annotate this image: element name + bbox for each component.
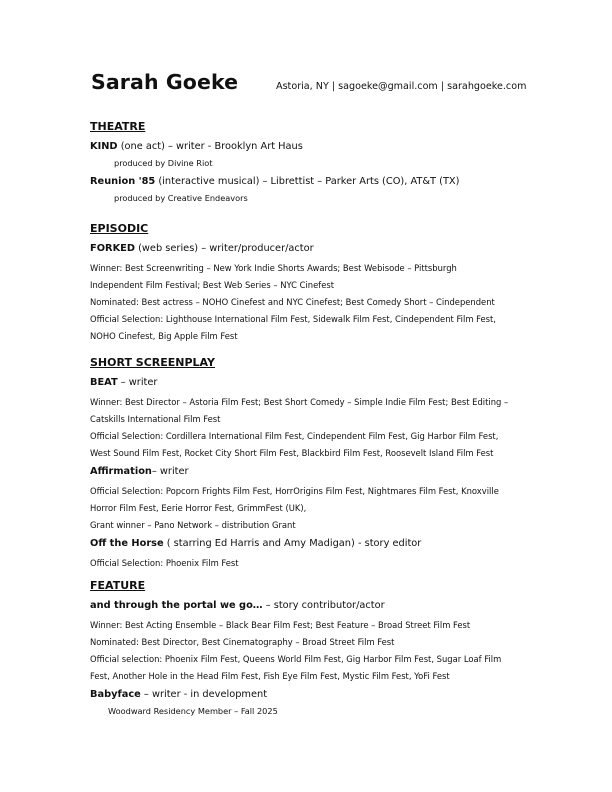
credit-note: produced by Divine Riot xyxy=(114,158,213,168)
credit-detail: Winner: Best Screenwriting – New York Indie Shorts Awards; Best Webisode – Pittsburgh xyxy=(90,263,457,273)
credit-detail: Nominated: Best Director, Best Cinematography – Broad Street Film Fest xyxy=(90,637,395,647)
credit-detail: Official Selection: Popcorn Frights Film Fest, HorrOrigins Film Fest, Nightmares Film Fest, Knoxville xyxy=(90,486,499,496)
credit-title: KIND (one act) – writer - Brooklyn Art Haus xyxy=(90,141,303,152)
credit-detail: Fest, Another Hole in the Head Film Fest, Fish Eye Film Fest, Mystic Film Fest, YoFi Fest xyxy=(90,671,450,681)
credit-detail: Official Selection: Cordillera International Film Fest, Cindependent Film Fest, Gig Harbor Film Fest, xyxy=(90,431,499,441)
credit-detail: Nominated: Best actress – NOHO Cinefest and NYC Cinefest; Best Comedy Short – Cindependent xyxy=(90,297,495,307)
credit-title: and through the portal we go… – story contributor/actor xyxy=(90,600,385,611)
section-heading: EPISODIC xyxy=(90,222,149,235)
credit-detail: Official selection: Phoenix Film Fest, Queens World Film Fest, Gig Harbor Film Fest, Sugar Loaf Film xyxy=(90,654,502,664)
credit-detail: West Sound Film Fest, Rocket City Short Film Fest, Blackbird Film Fest, Roosevelt Island Film Fest xyxy=(90,448,494,458)
section-short-screenplay xyxy=(90,356,508,572)
credit-detail: Independent Film Festival; Best Web Series – NYC Cinefest xyxy=(90,280,335,290)
section-heading: THEATRE xyxy=(90,120,146,133)
credit-title: Off the Horse ( starring Ed Harris and Amy Madigan) - story editor xyxy=(90,538,422,549)
section-theatre xyxy=(90,120,459,210)
section-heading: FEATURE xyxy=(90,579,146,592)
credit-detail: Official Selection: Phoenix Film Fest xyxy=(90,558,239,568)
credit-detail: Winner: Best Acting Ensemble – Black Bear Film Fest; Best Feature – Broad Street Film Fest xyxy=(90,620,471,630)
author-name: Sarah Goeke xyxy=(91,70,239,94)
credit-note: Woodward Residency Member – Fall 2025 xyxy=(108,706,278,716)
credit-title: Reunion '85 (interactive musical) – Librettist – Parker Arts (CO), AT&T (TX) xyxy=(90,176,460,187)
credit-detail: Horror Film Fest, Eerie Horror Fest, GrimmFest (UK), xyxy=(90,503,307,513)
credit-detail: Grant winner – Pano Network – distribution Grant xyxy=(90,520,296,530)
credit-detail: Catskills International Film Fest xyxy=(90,414,221,424)
section-heading: SHORT SCREENPLAY xyxy=(90,356,215,369)
credit-note: produced by Creative Endeavors xyxy=(114,193,248,203)
credit-detail: Official Selection: Lighthouse International Film Fest, Sidewalk Film Fest, Cindependent Film Fest, xyxy=(90,314,496,324)
resume-header xyxy=(90,70,530,102)
credit-detail: Winner: Best Director – Astoria Film Fest; Best Short Comedy – Simple Indie Film Fest; Best Editing – xyxy=(90,397,509,407)
section-feature xyxy=(90,579,501,721)
credit-title: Babyface – writer - in development xyxy=(90,689,268,700)
credit-title: Affirmation– writer xyxy=(90,466,189,477)
credit-detail: NOHO Cinefest, Big Apple Film Fest xyxy=(90,331,238,341)
section-episodic xyxy=(90,222,496,345)
credit-title: BEAT – writer xyxy=(90,377,158,388)
contact-info: Astoria, NY | sagoeke@gmail.com | sarahgoeke.com xyxy=(276,81,527,92)
resume-page xyxy=(90,70,530,716)
credit-title: FORKED (web series) – writer/producer/actor xyxy=(90,243,314,254)
